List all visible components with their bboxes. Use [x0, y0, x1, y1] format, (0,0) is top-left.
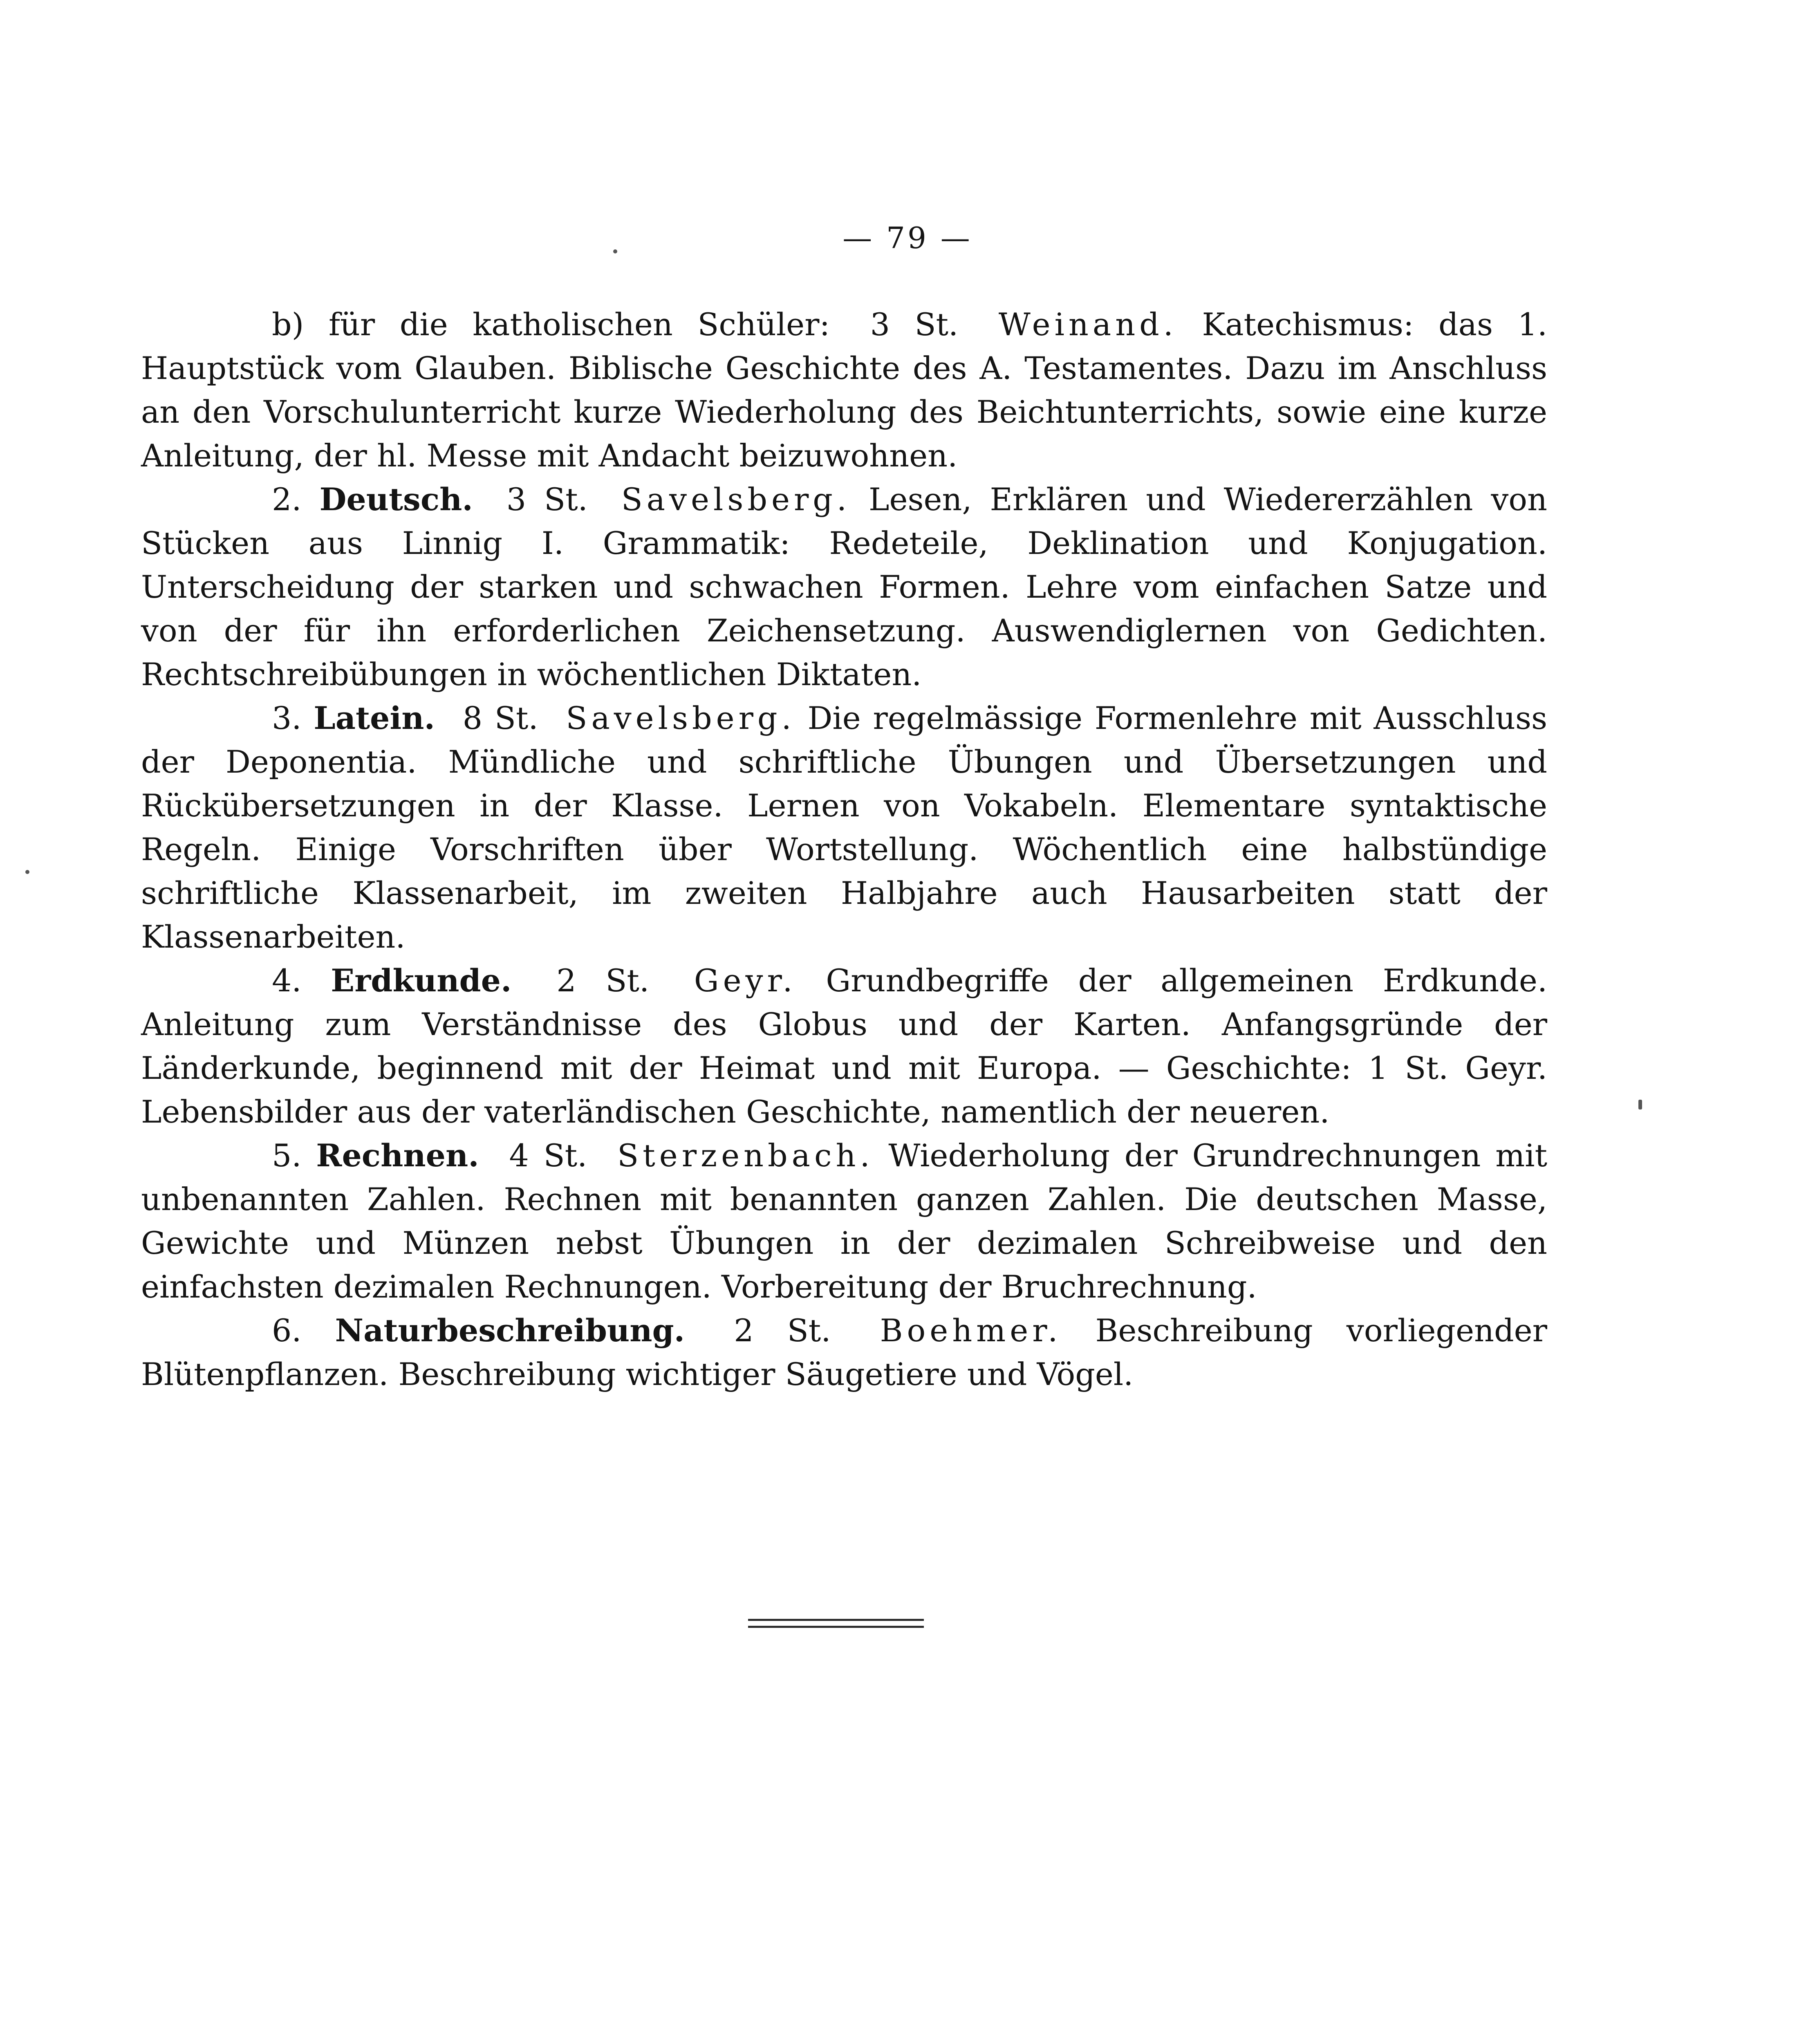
- scan-speck: [613, 249, 617, 253]
- paragraph-naturbeschreibung: [141, 1309, 1547, 1396]
- subject-heading: für die katholischen Schüler:: [328, 306, 830, 343]
- hours: 4 St.: [509, 1137, 587, 1174]
- hours: 8 St.: [462, 700, 538, 736]
- teacher-name: Boehmer.: [880, 1312, 1062, 1349]
- paragraph-text: Die regelmässige Formenlehre mit Ausschluss der Deponentia. Mündliche und schriftliche Übungen und Übersetzungen und Rückübersetzungen in der Klasse. Lernen von Vokabeln. Elementare syntaktische Regeln. Einige Vorschriften über Wortstellung. Wöchentlich eine halbstündige schriftliche Klassenarbeit, im zweiten Halbjahre auch Hausarbeiten statt der Klassenarbeiten.: [141, 700, 1547, 955]
- paragraph-text: Beschreibung vorliegender Blütenpflanzen. Beschreibung wichtiger Säugetiere und Vögel.: [141, 1312, 1547, 1392]
- teacher-name: Savelsberg.: [621, 481, 851, 518]
- subject-heading: Deutsch.: [319, 481, 473, 518]
- paragraph-label: 3.: [272, 700, 302, 736]
- hours: 3 St.: [506, 481, 588, 518]
- hours: 3 St.: [870, 306, 959, 343]
- paragraph-erdkunde: [141, 959, 1547, 1134]
- paragraph-rechnen: [141, 1134, 1547, 1309]
- paragraph-label: 2.: [272, 481, 302, 518]
- double-rule-divider: [748, 1619, 924, 1628]
- subject-heading: Rechnen.: [316, 1137, 479, 1174]
- scan-speck: [25, 870, 29, 874]
- teacher-name: Geyr.: [694, 962, 797, 999]
- hours: 2 St.: [556, 962, 650, 999]
- paragraph-latein: [141, 696, 1547, 959]
- hours: 2 St.: [734, 1312, 831, 1349]
- paragraph-religion-catholic: [141, 303, 1547, 477]
- paragraph-text: Wiederholung der Grundrechnungen mit unbenannten Zahlen. Rechnen mit benannten ganzen Zahlen. Die deutschen Masse, Gewichte und Münzen nebst Übungen in der dezimalen Schreibweise und den einfachsten dezimalen Rechnungen. Vorbereitung der Bruchrechnung.: [141, 1137, 1547, 1305]
- subject-heading: Erdkunde.: [331, 962, 512, 999]
- paragraph-label: b): [272, 306, 304, 343]
- paragraph-label: 4.: [272, 962, 302, 999]
- document-body: [141, 303, 1547, 1396]
- paragraph-label: 5.: [272, 1137, 302, 1174]
- paragraph-text: Katechismus: das 1. Hauptstück vom Glauben. Biblische Geschichte des A. Testamentes. Dazu im Anschluss an den Vorschulunterricht kurze Wiederholung des Beichtunterrichts, sowie eine kurze Anleitung, der hl. Messe mit Andacht beizuwohnen.: [141, 306, 1547, 474]
- paragraph-text: Lesen, Erklären und Wiedererzählen von Stücken aus Linnig I. Grammatik: Redeteile, Deklination und Konjugation. Unterscheidung der starken und schwachen Formen. Lehre vom einfachen Satze und von der für ihn erforderlichen Zeichensetzung. Auswendiglernen von Gedichten. Rechtschreibübungen in wöchentlichen Diktaten.: [141, 481, 1547, 693]
- paragraph-deutsch: [141, 477, 1547, 696]
- subject-heading: Latein.: [314, 700, 435, 736]
- scan-speck: [1638, 1100, 1642, 1109]
- subject-heading: Naturbeschreibung.: [335, 1312, 685, 1349]
- teacher-name: Savelsberg.: [566, 700, 795, 736]
- paragraph-label: 6.: [272, 1312, 302, 1349]
- paragraph-text: Grundbegriffe der allgemeinen Erdkunde. Anleitung zum Verständnisse des Globus und der Karten. Anfangsgründe der Länderkunde, beginnend mit der Heimat und mit Europa. — Geschichte: 1 St. Geyr. Lebensbilder aus der vaterländischen Geschichte, namentlich der neueren.: [141, 962, 1547, 1130]
- teacher-name: Sterzenbach.: [617, 1137, 874, 1174]
- teacher-name: Weinand.: [998, 306, 1177, 343]
- page-number: — 79 —: [843, 221, 972, 255]
